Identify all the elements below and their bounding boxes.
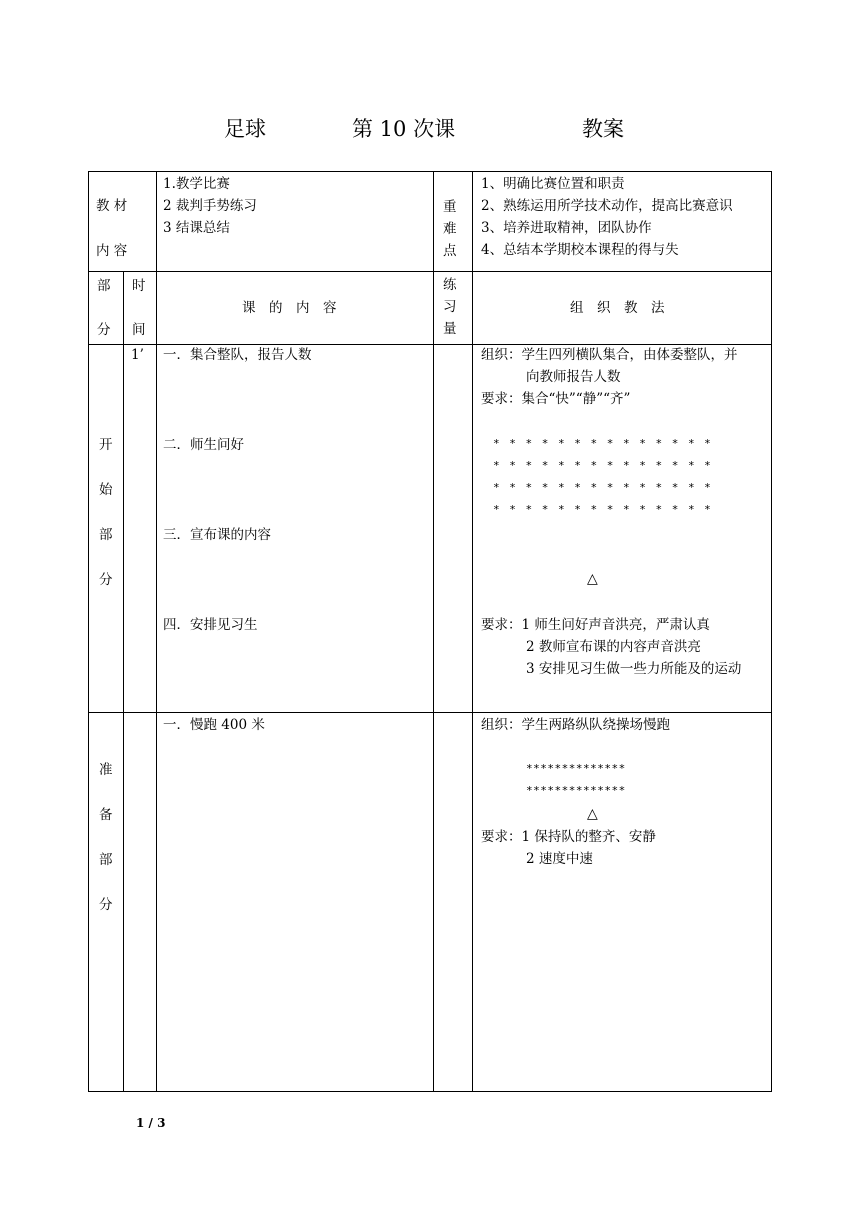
- formation-row: **************: [526, 762, 626, 775]
- start-requirement-2: 要求：1 师生问好声音洪亮，严肃认真: [481, 617, 710, 633]
- row-divider-header: [88, 271, 772, 272]
- prep-organization: 组织：学生两路纵队绕操场慢跑: [481, 717, 670, 733]
- prep-section-label: 分: [99, 897, 113, 913]
- column-practice-header: 量: [443, 321, 457, 337]
- prep-requirement: 要求：1 保持队的整齐、安静: [481, 829, 656, 845]
- formation-row: **************: [526, 784, 626, 797]
- start-content-item: 三．宣布课的内容: [163, 527, 271, 543]
- start-section-label: 始: [99, 482, 113, 498]
- column-practice-header: 习: [443, 299, 457, 315]
- formation-row: * * * * * * * * * * * * * *: [493, 481, 713, 494]
- material-item: 2 裁判手势练习: [163, 198, 257, 214]
- start-requirement-2-cont: 2 教师宣布课的内容声音洪亮: [526, 639, 701, 655]
- prep-section-label: 准: [99, 762, 113, 778]
- teacher-triangle-icon: △: [587, 571, 598, 587]
- keypoint-item: 3、培养进取精神，团队协作: [481, 220, 652, 236]
- start-organization: 组织：学生四列横队集合，由体委整队，并: [481, 347, 738, 363]
- keypoint-item: 2、熟练运用所学技术动作，提高比赛意识: [481, 198, 733, 214]
- start-content-item: 四．安排见习生: [163, 617, 258, 633]
- prep-content-item: 一．慢跑 400 米: [163, 717, 265, 733]
- column-time-top: 时: [132, 278, 146, 294]
- col-divider-time: [123, 271, 124, 1092]
- material-label-top: 教 材: [96, 198, 128, 214]
- col-divider-practice: [433, 171, 434, 1092]
- start-time: 1’: [131, 347, 144, 363]
- keypoint-item: 4、总结本学期校本课程的得与失: [481, 242, 679, 258]
- start-requirement: 要求：集合“快”“静”“齐”: [481, 391, 631, 407]
- start-section-label: 部: [99, 527, 113, 543]
- row-divider-start: [88, 712, 772, 713]
- column-method-header: 组 织 教 法: [570, 300, 665, 316]
- start-content-item: 二．师生问好: [163, 437, 244, 453]
- keypoint-label: 点: [443, 243, 457, 259]
- formation-row: * * * * * * * * * * * * * *: [493, 437, 713, 450]
- prep-section-label: 备: [99, 807, 113, 823]
- start-section-label: 分: [99, 572, 113, 588]
- formation-row: * * * * * * * * * * * * * *: [493, 503, 713, 516]
- col-divider-method: [472, 171, 473, 1092]
- column-part-bottom: 分: [97, 322, 111, 338]
- title-plan: 教案: [582, 117, 624, 141]
- keypoint-label: 难: [443, 221, 457, 237]
- keypoint-item: 1、明确比赛位置和职责: [481, 176, 625, 192]
- start-content-item: 一．集合整队，报告人数: [163, 347, 312, 363]
- start-section-label: 开: [99, 437, 113, 453]
- column-time-bottom: 间: [132, 322, 146, 338]
- material-label-bottom: 内 容: [96, 243, 128, 259]
- row-divider-columns: [88, 344, 772, 345]
- prep-section-label: 部: [99, 852, 113, 868]
- column-practice-header: 练: [443, 277, 457, 293]
- start-organization-cont: 向教师报告人数: [526, 369, 621, 385]
- title-subject: 足球: [224, 117, 266, 141]
- column-part-top: 部: [97, 278, 111, 294]
- column-content-header: 课 的 内 容: [242, 300, 337, 316]
- material-item: 3 结课总结: [163, 220, 230, 236]
- title-lesson-number: 第 10 次课: [352, 117, 456, 141]
- page-number: 1 / 3: [136, 1116, 166, 1130]
- keypoint-label: 重: [443, 199, 457, 215]
- formation-row: * * * * * * * * * * * * * *: [493, 459, 713, 472]
- col-divider-content: [156, 171, 157, 1092]
- prep-requirement-cont: 2 速度中速: [526, 851, 593, 867]
- material-item: 1.教学比赛: [163, 176, 230, 192]
- start-requirement-2-cont: 3 安排见习生做一些力所能及的运动: [526, 661, 742, 677]
- teacher-triangle-icon: △: [587, 806, 598, 822]
